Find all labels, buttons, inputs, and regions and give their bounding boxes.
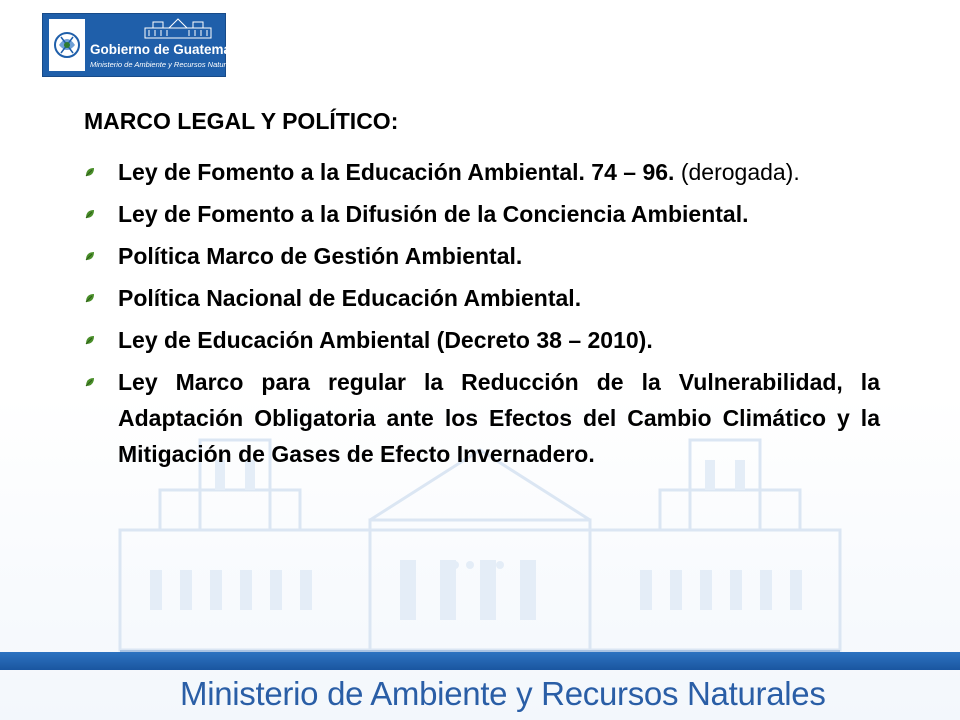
list-item-text: Ley de Fomento a la Difusión de la Conciencia Ambiental. bbox=[118, 201, 749, 227]
list-item bbox=[84, 196, 880, 232]
list-item bbox=[84, 364, 880, 472]
palace-logo-icon bbox=[143, 16, 213, 40]
list-item-text: Política Nacional de Educación Ambiental. bbox=[118, 285, 582, 311]
footer-bar bbox=[0, 652, 960, 670]
coat-of-arms-icon bbox=[49, 19, 85, 71]
legal-framework-list bbox=[84, 154, 880, 478]
list-item-text: Ley de Educación Ambiental (Decreto 38 – 2010). bbox=[118, 327, 653, 353]
slide-heading: MARCO LEGAL Y POLÍTICO: bbox=[84, 108, 399, 134]
leaf-bullet-icon bbox=[84, 334, 96, 346]
list-item-note: (derogada). bbox=[680, 159, 800, 185]
leaf-bullet-icon bbox=[84, 292, 96, 304]
list-item bbox=[84, 280, 880, 316]
list-item-text: Ley de Fomento a la Educación Ambiental. 74 – 96. bbox=[118, 159, 675, 185]
list-item-text: Ley Marco para regular la Reducción de la Vulnerabilidad, la Adaptación Obligatoria ante los Efectos del Cambio Climático y la Mitigación de Gases de Efecto Invernadero. bbox=[118, 369, 880, 467]
logo-subtitle: Ministerio de Ambiente y Recursos Naturales bbox=[90, 60, 240, 69]
list-item bbox=[84, 154, 880, 190]
leaf-bullet-icon bbox=[84, 166, 96, 178]
list-item-text: Política Marco de Gestión Ambiental. bbox=[118, 243, 523, 269]
footer-ministry-name: Ministerio de Ambiente y Recursos Naturales bbox=[180, 675, 826, 712]
leaf-bullet-icon bbox=[84, 208, 96, 220]
list-item bbox=[84, 238, 880, 274]
logo-title: Gobierno de Guatemala bbox=[90, 42, 243, 57]
government-logo bbox=[42, 13, 243, 77]
leaf-bullet-icon bbox=[84, 250, 96, 262]
leaf-bullet-icon bbox=[84, 376, 96, 388]
list-item bbox=[84, 322, 880, 358]
